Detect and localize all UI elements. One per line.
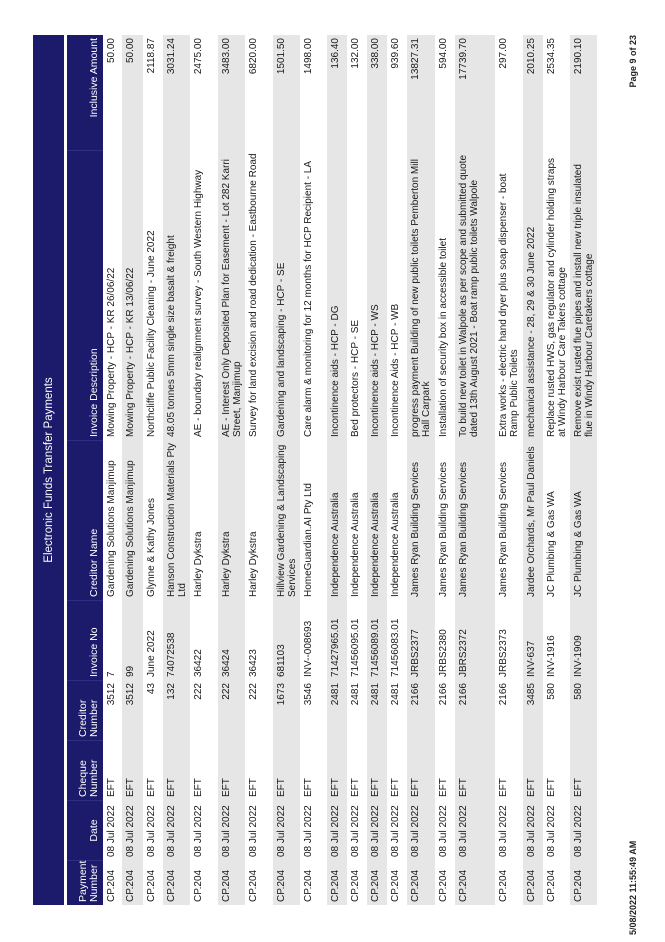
invoice-description-cell: AE - Interest Only Deposited Plan for Easement - Lot 282 Karri Street, Manjimup (221, 159, 243, 437)
invoice-description-cell: Replace rusted HWS, gas regulator and cylinder holding straps at Windy Harbour Care Takers cottage (546, 157, 568, 437)
header-invoice-description: Invoice Description (67, 150, 103, 440)
payment-number-cell: CP.204 (546, 869, 557, 902)
table-row (455, 35, 495, 905)
inclusive-amount-cell: 13827.31 (410, 38, 421, 80)
cheque-number-cell: EFT (438, 778, 449, 797)
date-cell: 08 Jul 2022 (390, 805, 401, 857)
payment-number-cell: CP.204 (166, 869, 177, 902)
invoice-no-cell: INV-1916 (546, 635, 557, 677)
table-row (190, 35, 218, 905)
creditor-name-cell: Glynne & Kathy Jones (146, 498, 157, 597)
inclusive-amount-cell: 3031.24 (166, 38, 177, 75)
cheque-number-cell: EFT (166, 778, 177, 797)
creditor-number-cell: 222 (193, 683, 204, 700)
invoice-no-cell: INV-637 (526, 640, 537, 677)
creditor-number-cell: 1673 (276, 683, 287, 706)
header-creditor-name: Creditor Name (67, 440, 103, 600)
payment-number-cell: CP.204 (390, 869, 401, 902)
invoice-no-cell: June 2022 (146, 630, 157, 677)
cheque-number-cell: EFT (276, 778, 287, 797)
table-row (347, 35, 367, 905)
cheque-number-cell: EFT (221, 778, 232, 797)
creditor-name-cell: Independence Australia (370, 492, 381, 597)
cheque-number-cell: EFT (248, 778, 259, 797)
date-cell: 08 Jul 2022 (526, 805, 537, 857)
creditor-name-cell: Hillview Gardening & Landscaping Services (276, 444, 298, 597)
header-creditor-number: Creditor Number (67, 680, 103, 740)
date-cell: 08 Jul 2022 (276, 805, 287, 857)
payment-number-cell: CP.204 (193, 869, 204, 902)
creditor-name-cell: HomeGuardian.AI Pty Ltd (303, 483, 314, 597)
table-row (273, 35, 300, 905)
table-row (218, 35, 245, 905)
invoice-description-cell: Extra works - electric hand dryer plus soap dispenser - boat Ramp Public Toilets (498, 173, 520, 437)
inclusive-amount-cell: 2190.10 (573, 38, 584, 75)
table-row (495, 35, 523, 905)
invoice-description-cell: Care alarm & monitoring for 12 months for HCP Recipient - LA (303, 160, 314, 437)
invoice-description-cell: Northcliffe Public Facility Cleaning - June 2022 (146, 230, 157, 437)
table-row (327, 35, 347, 905)
creditor-name-cell: Independence Australia (330, 492, 341, 597)
creditor-number-cell: 2166 (410, 683, 421, 706)
date-cell: 08 Jul 2022 (370, 805, 381, 857)
invoice-description-cell: Survey for land excision and road dedication - Eastbourne Road (248, 153, 259, 437)
invoice-no-cell: 71427965.01 (330, 618, 341, 677)
creditor-name-cell: James Ryan Building Services (498, 461, 509, 597)
payment-number-cell: CP.204 (146, 869, 157, 902)
invoice-description-cell: Incontinence aids - HCP - WS (370, 304, 381, 437)
creditor-name-cell: James Ryan Building Services (458, 461, 469, 597)
creditor-name-cell: JC Plumbing & Gas WA (573, 491, 584, 597)
header-cheque-number: Cheque Number (67, 740, 103, 800)
cheque-number-cell: EFT (458, 778, 469, 797)
inclusive-amount-cell: 17739.70 (458, 38, 469, 80)
creditor-name-cell: James Ryan Building Services (410, 461, 421, 597)
invoice-no-cell: JBRS2372 (458, 629, 469, 677)
payment-number-cell: CP.204 (330, 869, 341, 902)
payment-number-cell: CP.204 (248, 869, 259, 902)
inclusive-amount-cell: 939.60 (390, 38, 401, 69)
invoice-no-cell: 681103 (276, 644, 287, 677)
invoice-no-cell: JRBS2377 (410, 629, 421, 677)
creditor-name-cell: Gardening Solutions Manjimup (106, 460, 117, 597)
invoice-description-cell: Gardening and landscaping - HCP - SE (276, 262, 287, 437)
invoice-description-cell: AE - boundary realignment survey - South Western Highway (193, 169, 204, 437)
creditor-name-cell: Gardening Solutions Manjimup (125, 460, 136, 597)
creditor-name-cell: Jardee Orchards, Mr Paul Daniels (526, 446, 537, 597)
inclusive-amount-cell: 1498.00 (303, 38, 314, 75)
payment-number-cell: CP.204 (370, 869, 381, 902)
table-body (103, 35, 597, 905)
invoice-no-cell: 71456089.01 (370, 618, 381, 677)
table-row (570, 35, 597, 905)
date-cell: 08 Jul 2022 (498, 805, 509, 857)
invoice-no-cell: 7 (106, 671, 117, 677)
invoice-description-cell: Remove exist rusted flue pipes and install new triple insulated flue in Windy Harbour Caretakers cottage (573, 164, 595, 437)
invoice-no-cell: JRBS2380 (438, 629, 449, 677)
header-invoice-no: Invoice No (67, 600, 103, 680)
payment-number-cell: CP.204 (276, 869, 287, 902)
creditor-number-cell: 2166 (438, 683, 449, 706)
inclusive-amount-cell: 297.00 (498, 38, 509, 69)
payment-number-cell: CP.204 (350, 869, 361, 902)
creditor-number-cell: 580 (546, 683, 557, 700)
creditor-number-cell: 2481 (350, 683, 361, 706)
invoice-description-cell: Incontinence aids - HCP - DG (330, 305, 341, 437)
report-title: Electronic Funds Transfer Payments (33, 35, 64, 905)
cheque-number-cell: EFT (330, 778, 341, 797)
invoice-description-cell: mechanical assistance - 28, 29 & 30 June 2022 (526, 226, 537, 437)
creditor-name-cell: Independence Australia (390, 492, 401, 597)
inclusive-amount-cell: 2010.25 (526, 38, 537, 75)
header-date: Date (67, 800, 103, 860)
date-cell: 08 Jul 2022 (458, 805, 469, 857)
cheque-number-cell: EFT (546, 778, 557, 797)
table-row (300, 35, 327, 905)
creditor-number-cell: 2481 (370, 683, 381, 706)
invoice-no-cell: INV-1909 (573, 635, 584, 677)
inclusive-amount-cell: 594.00 (438, 38, 449, 69)
creditor-number-cell: 222 (221, 683, 232, 700)
date-cell: 08 Jul 2022 (106, 805, 117, 857)
cheque-number-cell: EFT (410, 778, 421, 797)
invoice-no-cell: 74072538 (166, 632, 177, 677)
table-row (163, 35, 190, 905)
payment-number-cell: CP.204 (573, 869, 584, 902)
creditor-name-cell: Hanson Construction Materials Pty Ltd (166, 443, 188, 597)
cheque-number-cell: EFT (350, 778, 361, 797)
cheque-number-cell: EFT (498, 778, 509, 797)
date-cell: 08 Jul 2022 (438, 805, 449, 857)
inclusive-amount-cell: 132.00 (350, 38, 361, 69)
inclusive-amount-cell: 50.00 (106, 38, 117, 64)
invoice-description-cell: Mowing Property - HCP - KR 26/06/22 (106, 267, 117, 437)
creditor-number-cell: 3512 (106, 683, 117, 706)
table-row (245, 35, 273, 905)
inclusive-amount-cell: 2534.35 (546, 38, 557, 75)
payment-number-cell: CP.204 (410, 869, 421, 902)
creditor-number-cell: 2481 (390, 683, 401, 706)
invoice-no-cell: 36423 (248, 649, 259, 677)
table-row (387, 35, 407, 905)
invoice-description-cell: Bed protectors - HCP - SE (350, 319, 361, 437)
invoice-no-cell: 99 (125, 665, 136, 677)
table-row (367, 35, 387, 905)
payment-number-cell: CP.204 (458, 869, 469, 902)
inclusive-amount-cell: 50.00 (125, 38, 136, 64)
payment-number-cell: CP.204 (106, 869, 117, 902)
cheque-number-cell: EFT (193, 778, 204, 797)
cheque-number-cell: EFT (106, 778, 117, 797)
creditor-number-cell: 580 (573, 683, 584, 700)
creditor-number-cell: 3512 (125, 683, 136, 706)
creditor-name-cell: Harley Dykstra (193, 531, 204, 597)
cheque-number-cell: EFT (526, 778, 537, 797)
payment-number-cell: CP.204 (303, 869, 314, 902)
creditor-name-cell: Independence Australia (350, 492, 361, 597)
footer-timestamp: 5/08/2022 11:55:49 AM (628, 840, 638, 935)
cheque-number-cell: EFT (370, 778, 381, 797)
invoice-no-cell: 71456083.01 (390, 618, 401, 677)
invoice-no-cell: JRBS2373 (498, 629, 509, 677)
creditor-number-cell: 2166 (458, 683, 469, 706)
header-inclusive-amount: Inclusive Amount (88, 38, 100, 118)
table-row (143, 35, 163, 905)
creditor-number-cell: 2481 (330, 683, 341, 706)
invoice-no-cell: INV--008693 (303, 620, 314, 677)
cheque-number-cell: EFT (303, 778, 314, 797)
inclusive-amount-cell: 1501.50 (276, 38, 287, 75)
table-row (103, 35, 122, 905)
inclusive-amount-cell: 338.00 (370, 38, 381, 69)
date-cell: 08 Jul 2022 (125, 805, 136, 857)
creditor-name-cell: Harley Dykstra (221, 531, 232, 597)
creditor-number-cell: 3546 (303, 683, 314, 706)
date-cell: 08 Jul 2022 (546, 805, 557, 857)
table-row (122, 35, 143, 905)
date-cell: 08 Jul 2022 (330, 805, 341, 857)
header-payment-number: Payment Number (67, 860, 103, 905)
inclusive-amount-cell: 2475.00 (193, 38, 204, 75)
footer-page-number: Page 9 of 23 (628, 35, 638, 88)
date-cell: 08 Jul 2022 (410, 805, 421, 857)
table-row (543, 35, 570, 905)
inclusive-amount-cell: 136.40 (330, 38, 341, 69)
creditor-number-cell: 43 (146, 683, 157, 695)
payment-number-cell: CP.204 (498, 869, 509, 902)
creditor-number-cell: 132 (166, 683, 177, 700)
table-row (523, 35, 543, 905)
payment-number-cell: CP.204 (438, 869, 449, 902)
date-cell: 08 Jul 2022 (350, 805, 361, 857)
payment-number-cell: CP.204 (526, 869, 537, 902)
date-cell: 08 Jul 2022 (573, 805, 584, 857)
date-cell: 08 Jul 2022 (193, 805, 204, 857)
invoice-description-cell: progress payment Building of new public toilets Pemberton Mill Hall Carpark (410, 159, 432, 437)
invoice-no-cell: 71456095.01 (350, 618, 361, 677)
invoice-description-cell: To build new toilet in Walpole as per scope and submitted quote dated 13th August 2021 - Boat ramp public toilets Walpole (458, 154, 480, 437)
invoice-description-cell: 48.05 tonnes 5mm single size basalt & freight (166, 235, 177, 437)
invoice-description-cell: Installation of security box in accessible toilet (438, 238, 449, 437)
creditor-name-cell: JC Plumbing & Gas WA (546, 491, 557, 597)
inclusive-amount-cell: 6820.00 (248, 38, 259, 75)
table-header (67, 35, 103, 905)
creditor-name-cell: Harley Dykstra (248, 531, 259, 597)
creditor-number-cell: 2166 (498, 683, 509, 706)
invoice-no-cell: 36424 (221, 649, 232, 677)
date-cell: 08 Jul 2022 (248, 805, 259, 857)
inclusive-amount-cell: 3483.00 (221, 38, 232, 75)
cheque-number-cell: EFT (146, 778, 157, 797)
creditor-name-cell: James Ryan Building Services (438, 461, 449, 597)
date-cell: 08 Jul 2022 (303, 805, 314, 857)
table-row (435, 35, 455, 905)
cheque-number-cell: EFT (125, 778, 136, 797)
creditor-number-cell: 3485 (526, 683, 537, 706)
inclusive-amount-cell: 2118.87 (146, 38, 157, 74)
invoice-description-cell: Incontinence Aids - HCP - WB (390, 303, 401, 437)
cheque-number-cell: EFT (573, 778, 584, 797)
payment-number-cell: CP.204 (125, 869, 136, 902)
date-cell: 08 Jul 2022 (146, 805, 157, 857)
creditor-number-cell: 222 (248, 683, 259, 700)
payment-number-cell: CP.204 (221, 869, 232, 902)
table-row (407, 35, 435, 905)
cheque-number-cell: EFT (390, 778, 401, 797)
invoice-no-cell: 36422 (193, 649, 204, 677)
invoice-description-cell: Mowing Property - HCP - KR 13/06/22 (125, 267, 136, 437)
date-cell: 08 Jul 2022 (221, 805, 232, 857)
date-cell: 08 Jul 2022 (166, 805, 177, 857)
